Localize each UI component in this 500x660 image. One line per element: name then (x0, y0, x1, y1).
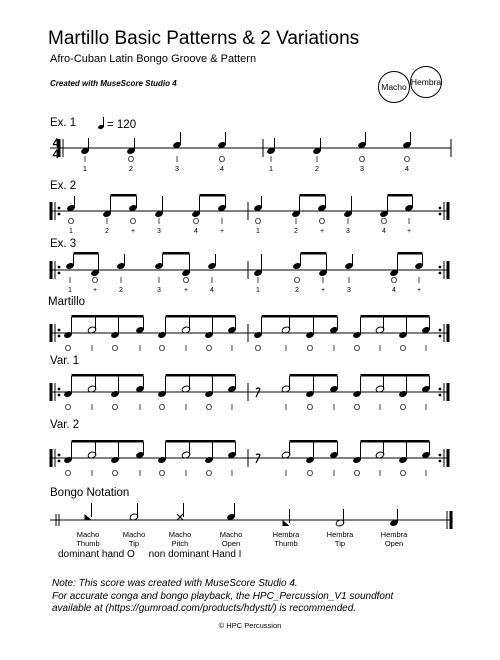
count-label: 1 (256, 287, 260, 294)
hand-label: O (111, 344, 119, 353)
hembra-circle-label: Hembra (410, 77, 442, 87)
hand-label: I (332, 469, 336, 478)
repeat-dot (58, 207, 61, 210)
system-label-martillo: Martillo (48, 296, 86, 308)
beam (290, 440, 338, 443)
hand-label: O (353, 344, 361, 353)
hand-label: I (83, 155, 87, 164)
count-label: 1 (68, 287, 72, 294)
beam (72, 440, 144, 443)
hand-label: O (306, 344, 314, 353)
hand-label: O (158, 469, 166, 478)
hand-label: I (269, 155, 273, 164)
drum-name: Macho (76, 530, 100, 539)
hand-label: O (192, 217, 200, 226)
drum-name: Macho (168, 530, 192, 539)
hand-label: I (407, 217, 411, 226)
hand-label: O (205, 469, 213, 478)
hand-label: I (184, 469, 188, 478)
hand-label: I (346, 217, 350, 226)
notation-label (369, 530, 419, 548)
hand-label: O (293, 276, 301, 285)
stroke-name: Open (384, 539, 404, 548)
hand-label: O (380, 217, 388, 226)
hand-legend: dominant hand O non dominant Hand I (58, 549, 242, 560)
hand-label: O (399, 469, 407, 478)
beam (166, 374, 236, 377)
beam (200, 194, 226, 197)
hand-label: I (424, 344, 428, 353)
beam (74, 252, 99, 255)
hand-label: O (158, 403, 166, 412)
notation-note (177, 514, 183, 520)
stroke-name: Tip (334, 539, 346, 548)
hand-label: I (184, 344, 188, 353)
beam (290, 374, 338, 377)
count-label: + (219, 228, 225, 235)
hand-label: O (91, 276, 99, 285)
stroke-name: Pitch (171, 539, 189, 548)
notation-label (261, 530, 311, 548)
repeat-dot (439, 329, 442, 332)
hand-label: I (378, 403, 382, 412)
stroke-name: Thumb (76, 539, 100, 548)
copyright: © HPC Percussion (218, 621, 282, 630)
hand-label: I (68, 276, 72, 285)
beam (388, 194, 413, 197)
count-label: + (92, 287, 98, 294)
beam (361, 374, 430, 377)
beam (361, 440, 430, 443)
count-label: + (320, 287, 326, 294)
hand-label: I (105, 217, 109, 226)
hand-label: O (318, 217, 326, 226)
system-label-var1: Var. 1 (50, 355, 80, 367)
repeat-dot (439, 213, 442, 216)
beam (72, 315, 144, 318)
repeat-dot (58, 460, 61, 463)
hand-label: O (64, 469, 72, 478)
hand-label: O (399, 344, 407, 353)
hand-label: O (205, 403, 213, 412)
stroke-name: Tip (128, 539, 140, 548)
notation-label (155, 530, 205, 548)
notation-note (85, 514, 92, 520)
hand-label: I (332, 403, 336, 412)
count-label: 4 (194, 228, 198, 235)
hand-label: I (424, 469, 428, 478)
hand-label: O (64, 403, 72, 412)
drum-name: Hembra (272, 530, 300, 539)
hand-label: I (378, 469, 382, 478)
repeat-dot (439, 460, 442, 463)
hand-label: I (138, 469, 142, 478)
hand-label: O (358, 155, 366, 164)
count-label: 3 (157, 287, 161, 294)
hand-label: I (417, 276, 421, 285)
repeat-dot (58, 266, 61, 269)
count-label: 4 (392, 287, 396, 294)
created-with-text: Created with MuseScore Studio 4 (50, 79, 177, 88)
system-label-ex2: Ex. 2 (50, 180, 77, 192)
hand-label: I (230, 344, 234, 353)
hand-label: O (127, 155, 135, 164)
count-label: 3 (157, 228, 161, 235)
beam (361, 315, 430, 318)
hand-label: I (347, 276, 351, 285)
hand-label: O (306, 403, 314, 412)
count-label: 3 (346, 228, 350, 235)
hand-label: O (390, 276, 398, 285)
system-label-var2: Var. 2 (50, 419, 80, 431)
beam (301, 252, 327, 255)
repeat-dot (439, 394, 442, 397)
time-signature-top: 4 (52, 136, 60, 150)
system-label-ex3: Ex. 3 (50, 238, 77, 250)
count-label: 1 (268, 164, 274, 173)
beam (111, 194, 137, 197)
hand-label: I (138, 403, 142, 412)
hand-label: I (90, 403, 94, 412)
count-label: 4 (219, 164, 225, 173)
hand-label: I (210, 276, 214, 285)
count-label: 2 (105, 228, 109, 235)
hand-label: I (284, 469, 288, 478)
count-label: 3 (174, 164, 180, 173)
hand-label: I (321, 276, 325, 285)
repeat-dot (58, 388, 61, 391)
drum-name: Macho (219, 530, 243, 539)
score-subtitle: Afro-Cuban Latin Bongo Groove & Pattern (50, 53, 257, 65)
beam (163, 252, 190, 255)
notation-label (206, 530, 256, 548)
hand-label: I (157, 217, 161, 226)
beam (300, 194, 326, 197)
drum-name: Hembra (380, 530, 408, 539)
hand-label: I (284, 403, 288, 412)
repeat-dot (439, 272, 442, 275)
hand-label: O (67, 217, 75, 226)
system-label-ex1: Ex. 1 (50, 117, 77, 129)
hand-label: O (254, 217, 262, 226)
hand-label: I (378, 344, 382, 353)
repeat-dot (439, 454, 442, 457)
hand-label: O (254, 344, 262, 353)
beam (166, 440, 236, 443)
repeat-dot (58, 454, 61, 457)
drum-name: Hembra (326, 530, 354, 539)
notation-label (63, 530, 113, 548)
hand-label: O (111, 469, 119, 478)
stroke-name: Thumb (274, 539, 298, 548)
count-label: 2 (294, 228, 298, 235)
count-label: 2 (128, 164, 134, 173)
tempo-value: = 120 (107, 119, 137, 131)
notation-label (315, 530, 365, 548)
hand-label: I (256, 276, 260, 285)
hand-label: O (182, 276, 190, 285)
hand-label: I (175, 155, 179, 164)
hand-label: O (205, 344, 213, 353)
repeat-dot (439, 388, 442, 391)
hand-label: I (332, 344, 336, 353)
note-line-2: For accurate conga and bongo playback, the HPC_Percussion_V1 soundfont (52, 590, 394, 602)
count-label: 4 (210, 287, 214, 294)
hand-label: I (294, 217, 298, 226)
count-label: 4 (404, 164, 410, 173)
repeat-dot (58, 335, 61, 338)
count-label: 1 (82, 164, 88, 173)
repeat-dot (439, 335, 442, 338)
notation-note (283, 520, 290, 526)
hand-label: O (306, 469, 314, 478)
hand-label: O (353, 469, 361, 478)
beam (398, 252, 423, 255)
stroke-name: Open (221, 539, 241, 548)
count-label: + (183, 287, 189, 294)
hand-label: I (157, 276, 161, 285)
hand-label: I (284, 344, 288, 353)
hand-label: O (403, 155, 411, 164)
system-label-bongo-notation: Bongo Notation (50, 487, 130, 499)
count-label: + (130, 228, 136, 235)
note-line-1: Note: This score was created with MuseScore Studio 4. (52, 578, 298, 589)
beam (72, 374, 144, 377)
hand-label: I (138, 344, 142, 353)
repeat-dot (58, 272, 61, 275)
count-label: 4 (382, 228, 386, 235)
hand-label: I (220, 217, 224, 226)
notation-label (109, 530, 159, 548)
beam (166, 315, 236, 318)
count-label: 1 (256, 228, 260, 235)
hand-label: O (158, 344, 166, 353)
repeat-dot (58, 213, 61, 216)
hand-label: I (230, 403, 234, 412)
repeat-dot (58, 329, 61, 332)
hand-label: I (424, 403, 428, 412)
count-label: 3 (347, 287, 351, 294)
count-label: 1 (69, 228, 73, 235)
hand-label: O (399, 403, 407, 412)
note-line-3: available at (https://gumroad.com/products/hdystt/) is recommended. (52, 603, 357, 614)
repeat-dot (58, 394, 61, 397)
hand-label: I (184, 403, 188, 412)
macho-circle-label: Macho (381, 82, 407, 92)
count-label: 2 (119, 287, 123, 294)
count-label: 2 (295, 287, 299, 294)
hand-label: O (64, 344, 72, 353)
hand-label: O (353, 403, 361, 412)
hand-label: O (218, 155, 226, 164)
count-label: 3 (359, 164, 365, 173)
hand-label: O (129, 217, 137, 226)
count-label: + (319, 228, 325, 235)
repeat-dot (439, 207, 442, 210)
hand-label: I (230, 469, 234, 478)
time-signature-bottom: 4 (52, 147, 60, 161)
hand-label: I (90, 344, 94, 353)
hand-label: I (119, 276, 123, 285)
count-label: + (416, 287, 422, 294)
count-label: 2 (314, 164, 320, 173)
score-title: Martillo Basic Patterns & 2 Variations (48, 28, 360, 49)
drum-name: Macho (122, 530, 146, 539)
hand-label: I (90, 469, 94, 478)
hand-label: O (111, 403, 119, 412)
beam (262, 315, 338, 318)
hand-label: I (315, 155, 319, 164)
repeat-dot (439, 266, 442, 269)
count-label: + (406, 228, 412, 235)
playback-note (52, 578, 452, 616)
